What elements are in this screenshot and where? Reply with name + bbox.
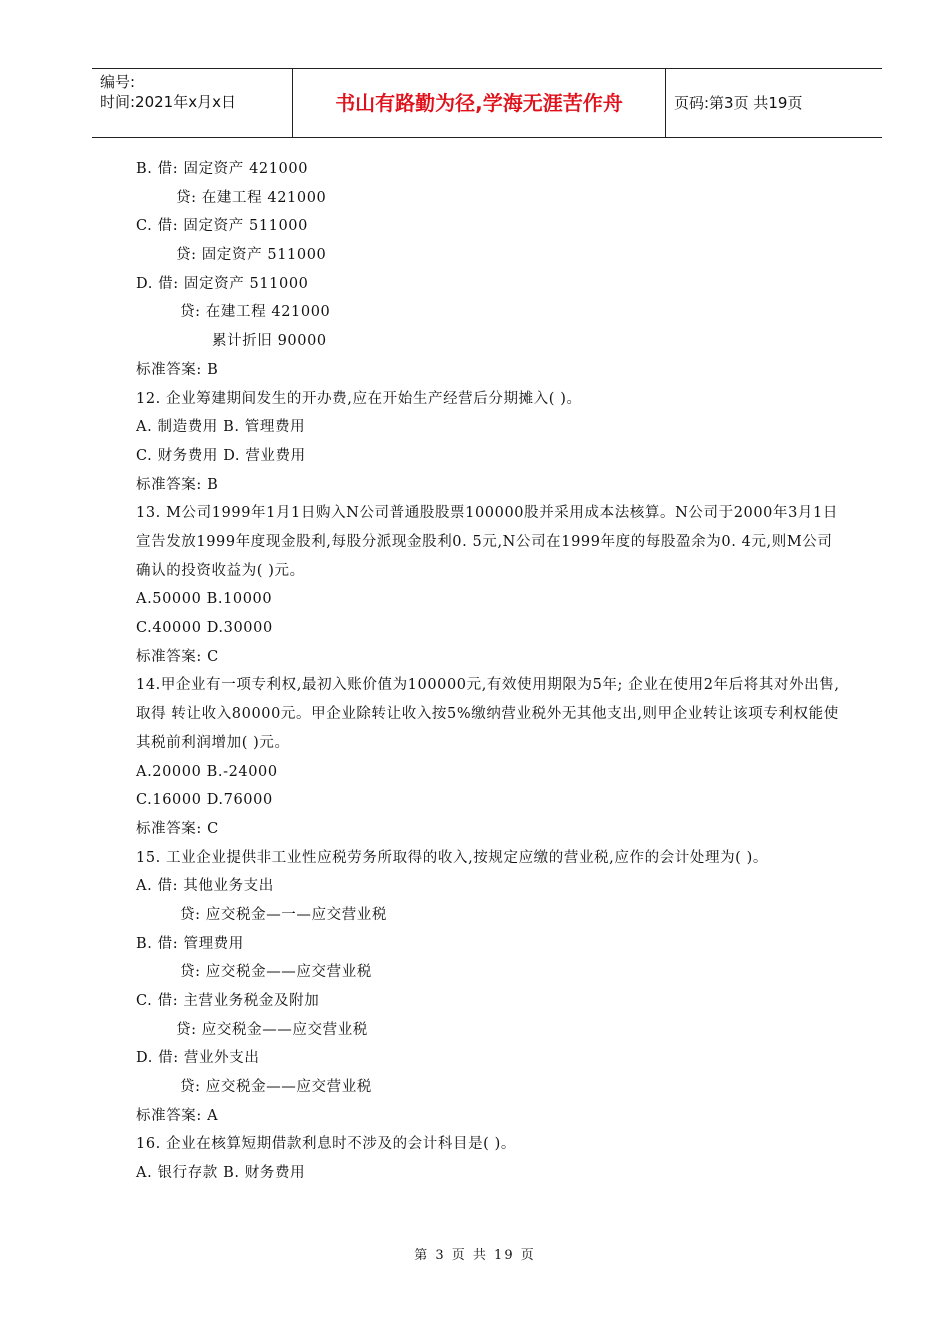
q16-options-ab: A. 银行存款 B. 财务费用 — [136, 1165, 306, 1182]
motto: 书山有路勤为径,学海无涯苦作舟 — [293, 69, 666, 137]
serial-label: 编号: — [100, 73, 136, 91]
q12-options-cd: C. 财务费用 D. 营业费用 — [136, 447, 306, 464]
q15-option-a-debit: A. 借: 其他业务支出 — [136, 878, 274, 895]
q15-option-c-debit: C. 借: 主营业务税金及附加 — [136, 993, 320, 1010]
q12-options-ab: A. 制造费用 B. 管理费用 — [136, 419, 306, 436]
answer-12: 标准答案: B — [136, 476, 219, 493]
answer-11: 标准答案: B — [136, 361, 219, 378]
option-c-credit: 贷: 固定资产 511000 — [176, 247, 327, 264]
question-13: 13. M公司1999年1月1日购入N公司普通股股票100000股并采用成本法核算。N公司于2000年3月1日宣告发放1999年度现金股利,每股分派现金股利0. 5元,N公司在1999年度的每股盈余为0. 4元,则M公司确认的投资收益为( )元。 — [136, 505, 838, 579]
q14-options-cd: C.16000 D.76000 — [136, 792, 273, 809]
option-d-debit: D. 借: 固定资产 511000 — [136, 275, 309, 292]
q15-option-b-credit: 贷: 应交税金——应交营业税 — [180, 964, 372, 981]
q15-option-d-debit: D. 借: 营业外支出 — [136, 1050, 260, 1067]
page-header — [92, 68, 882, 138]
page-info: 页码:第3页 共19页 — [674, 94, 803, 112]
option-b-credit: 贷: 在建工程 421000 — [176, 189, 327, 206]
option-d-credit: 贷: 在建工程 421000 — [180, 304, 331, 321]
q13-options-ab: A.50000 B.10000 — [136, 591, 273, 608]
question-15: 15. 工业企业提供非工业性应税劳务所取得的收入,按规定应缴的营业税,应作的会计处理为( )。 — [136, 849, 769, 866]
q14-options-ab: A.20000 B.-24000 — [136, 763, 278, 780]
question-16: 16. 企业在核算短期借款利息时不涉及的会计科目是( )。 — [136, 1136, 516, 1153]
page-footer: 第 3 页 共 19 页 — [414, 1248, 536, 1263]
question-12: 12. 企业筹建期间发生的开办费,应在开始生产经营后分期摊入( )。 — [136, 390, 582, 407]
document-body — [136, 155, 846, 1188]
question-14: 14.甲企业有一项专利权,最初入账价值为100000元,有效使用期限为5年; 企业在使用2年后将其对外出售,取得 转让收入80000元。甲企业除转让收入按5%缴纳营业税外无其他支出,则甲企业转让该项专利权能使其税前利润增加( )元。 — [136, 677, 840, 751]
q15-option-d-credit: 贷: 应交税金——应交营业税 — [180, 1079, 372, 1096]
q13-options-cd: C.40000 D.30000 — [136, 620, 273, 637]
option-d-credit-2: 累计折旧 90000 — [212, 333, 327, 350]
time-label: 时间:2021年x月x日 — [100, 93, 236, 111]
answer-13: 标准答案: C — [136, 648, 219, 665]
option-b-debit: B. 借: 固定资产 421000 — [136, 161, 309, 177]
header-meta-cell — [92, 69, 293, 137]
q15-option-c-credit: 贷: 应交税金——应交营业税 — [176, 1021, 368, 1038]
q15-option-a-credit: 贷: 应交税金—一—应交营业税 — [180, 906, 387, 923]
answer-14: 标准答案: C — [136, 820, 219, 837]
answer-15: 标准答案: A — [136, 1107, 219, 1124]
option-c-debit: C. 借: 固定资产 511000 — [136, 218, 308, 235]
q15-option-b-debit: B. 借: 管理费用 — [136, 935, 244, 952]
